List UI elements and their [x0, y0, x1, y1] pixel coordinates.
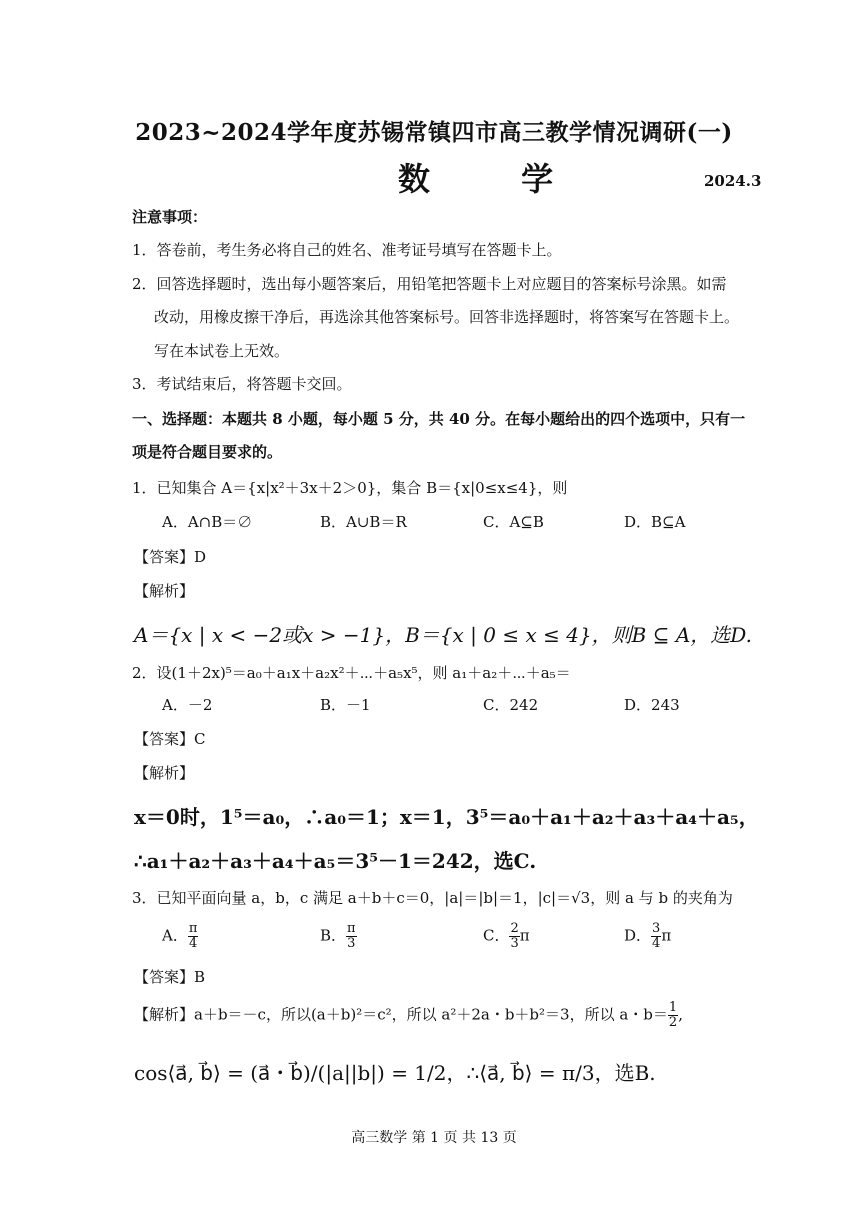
- q3-option-a: [162, 922, 198, 951]
- notice-item-2: 2．回答选择题时，选出每小题答案后，用铅笔把答题卡上对应题目的答案标号涂黑。如需: [132, 275, 727, 293]
- q3-option-d-frac: [651, 922, 661, 951]
- subject-title: 数 学: [398, 160, 594, 198]
- q2-option-d: D．243: [624, 696, 680, 714]
- q3-option-b-frac: [346, 922, 357, 951]
- q1-answer: 【答案】D: [134, 548, 207, 566]
- q3-option-a-frac: [188, 922, 199, 951]
- q3-option-d-num: 3: [652, 921, 661, 936]
- notice-item-1: 1．答卷前，考生务必将自己的姓名、准考证号填写在答题卡上。: [132, 241, 562, 259]
- q3-option-a-letter: A．: [162, 926, 188, 945]
- q2-solution-line1: x＝0时，1⁵＝a₀，∴a₀＝1；x＝1，3⁵＝a₀＋a₁＋a₂＋a₃＋a₄＋a₅，: [134, 805, 759, 829]
- q3-option-d-tail: π: [661, 926, 672, 945]
- q3-option-d-den: 4: [652, 936, 661, 951]
- q1-option-d: D．B⊆A: [624, 513, 686, 531]
- q2-solution-line2: ∴a₁＋a₂＋a₃＋a₄＋a₅＝3⁵－1＝242，选C.: [134, 849, 537, 873]
- q2-analysis-label: 【解析】: [134, 764, 195, 782]
- q1-solution: A＝{x | x < −2或x > −1}，B＝{x | 0 ≤ x ≤ 4}，则B ⊆ A，选D.: [134, 623, 752, 647]
- q3-analysis-frac-den: 2: [668, 1015, 678, 1030]
- q3-analysis-frac: [668, 1001, 678, 1030]
- q1-option-c: C．A⊆B: [483, 513, 544, 531]
- notice-item-3: 3．考试结束后，将答题卡交回。: [132, 375, 352, 393]
- q3-option-d: [624, 922, 671, 951]
- q3-analysis-frac-num: 1: [668, 1000, 678, 1015]
- q3-stem: 3．已知平面向量 a，b，c 满足 a＋b＋c＝0，|a|＝|b|＝1，|c|＝√3，则 a 与 b 的夹角为: [132, 889, 733, 907]
- notice-heading: 注意事项：: [132, 208, 208, 226]
- q3-analysis-tail: ,: [678, 1005, 683, 1024]
- q1-analysis-label: 【解析】: [134, 582, 195, 600]
- q2-option-c: C．242: [483, 696, 539, 714]
- section-heading: 一、选择题：本题共 8 小题，每小题 5 分，共 40 分。在每小题给出的四个选项中，只有一: [132, 410, 746, 428]
- q3-solution: cos⟨a⃗, b⃗⟩ = (a⃗・b⃗)/(|a||b|) = 1/2，∴⟨a⃗, b⃗⟩ = π/3，选B.: [134, 1061, 656, 1085]
- q3-option-b-den: 3: [347, 936, 356, 951]
- q3-option-a-den: 4: [188, 936, 198, 951]
- q2-option-a: A．－2: [162, 696, 213, 714]
- q3-option-c-num: 2: [510, 921, 519, 936]
- q3-option-c-den: 3: [510, 936, 519, 951]
- notice-item-2-cont: 改动，用橡皮擦干净后，再选涂其他答案标号。回答非选择题时，将答案写在答题卡上。: [154, 308, 740, 326]
- q3-option-a-num: π: [188, 921, 198, 936]
- q2-stem: 2．设(1＋2x)⁵＝a₀＋a₁x＋a₂x²＋⋯＋a₅x⁵，则 a₁＋a₂＋⋯＋a₅＝: [132, 664, 571, 682]
- q2-answer: 【答案】C: [134, 730, 206, 748]
- q3-option-b-num: π: [347, 921, 356, 936]
- q3-option-c-tail: π: [519, 926, 530, 945]
- q2-option-b: B．－1: [320, 696, 371, 714]
- notice-item-2-cont2: 写在本试卷上无效。: [154, 342, 290, 360]
- q3-option-d-letter: D．: [624, 926, 652, 945]
- q3-option-c-frac: [509, 922, 519, 951]
- q3-analysis: [134, 1001, 683, 1030]
- q3-option-c-letter: C．: [483, 926, 510, 945]
- q3-option-b-letter: B．: [320, 926, 347, 945]
- exam-date: 2024.3: [704, 172, 762, 190]
- q3-answer: 【答案】B: [134, 968, 206, 986]
- q3-option-c: [483, 922, 530, 951]
- q3-analysis-text: 【解析】a＋b＝－c，所以(a＋b)²＝c²，所以 a²＋2a・b＋b²＝3，所以 a・b＝: [134, 1005, 668, 1024]
- q1-option-b: B．A∪B＝R: [320, 513, 407, 531]
- q1-stem: 1．已知集合 A＝{x|x²＋3x＋2＞0}，集合 B＝{x|0≤x≤4}，则: [132, 479, 568, 497]
- exam-title: 2023~2024学年度苏锡常镇四市高三教学情况调研(一): [135, 119, 733, 146]
- page-footer: 高三数学 第 1 页 共 13 页: [351, 1130, 517, 1146]
- q1-option-a: A．A∩B＝∅: [162, 513, 253, 531]
- q3-option-b: [320, 922, 357, 951]
- section-heading-cont: 项是符合题目要求的。: [132, 443, 283, 461]
